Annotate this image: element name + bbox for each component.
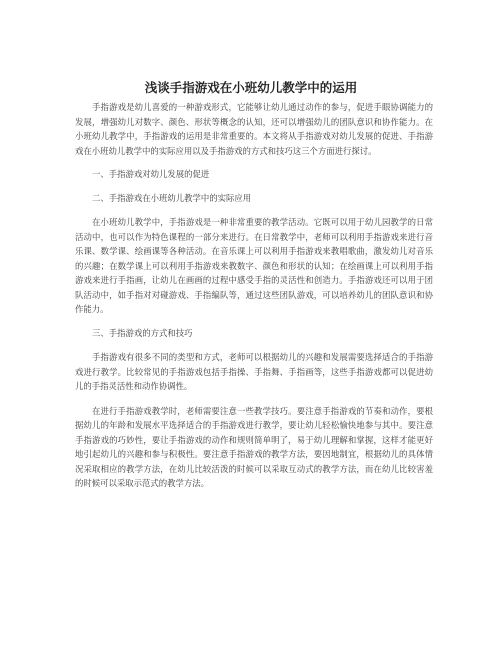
section-3-paragraph-1: 手指游戏有很多不同的类型和方式，老师可以根据幼儿的兴趣和发展需要选择适合的手指游戏进行教学。比较常见的手指游戏包括手指操、手指舞、手指画等，这些手指游戏都可以促进幼儿的手指灵活性和动作协调性。 (75, 352, 433, 391)
section-heading-1: 一、手指游戏对幼儿发展的促进 (92, 169, 210, 179)
section-heading-3: 三、手指游戏的方式和技巧 (92, 327, 193, 338)
section-2-paragraph: 在小班幼儿教学中，手指游戏是一种非常重要的教学活动。它既可以用于幼儿园教学的日常活动中，也可以作为特色课程的一部分来进行。在日常教学中，老师可以利用手指游戏来进行音乐课、数学课、绘画课等各种活动。在音乐课上可以利用手指游戏来教唱歌曲，激发幼儿对音乐的兴趣；在数学课上可以利用手指游戏来教数字、颜色和形状的认知；在绘画课上可以利用手指游戏来进行手指画，让幼儿在画画的过程中感受手指的灵活性和创造力。手指游戏还可以用于团队活动中，如手指对对碰游戏、手指编队等，通过这些团队游戏，可以培养幼儿的团队意识和协作能力。 (75, 217, 433, 314)
section-heading-2: 二、手指游戏在小班幼儿教学中的实际应用 (92, 192, 252, 203)
intro-paragraph: 手指游戏是幼儿喜爱的一种游戏形式，它能够让幼儿通过动作的参与，促进手眼协调能力的发展，增强幼儿对数字、颜色、形状等概念的认知，还可以增强幼儿的团队意识和协作能力。在小班幼儿教学中，手指游戏的运用是非常重要的。本文将从手指游戏对幼儿发展的促进、手指游戏在小班幼儿教学中的实际应用以及手指游戏的方式和技巧这三个方面进行探讨。 (75, 102, 433, 156)
document-body (75, 100, 433, 491)
document-title: 浅谈手指游戏在小班幼儿教学中的运用 (144, 80, 358, 95)
section-3-paragraph-2: 在进行手指游戏教学时，老师需要注意一些教学技巧。要注意手指游戏的节奏和动作，要根据幼儿的年龄和发展水平选择适合的手指游戏进行教学，要让幼儿轻松愉快地参与其中。要注意手指游戏的巧妙性，要让手指游戏的动作和规则简单明了，易于幼儿理解和掌握，这样才能更好地引起幼儿的兴趣和参与积极性。要注意手指游戏的教学方法，要因地制宜，根据幼儿的具体情况采取相应的教学方法，在幼儿比较活泼的时候可以采取互动式的教学方法，而在幼儿比较害羞的时候可以采取示范式的教学方法。 (75, 405, 433, 488)
